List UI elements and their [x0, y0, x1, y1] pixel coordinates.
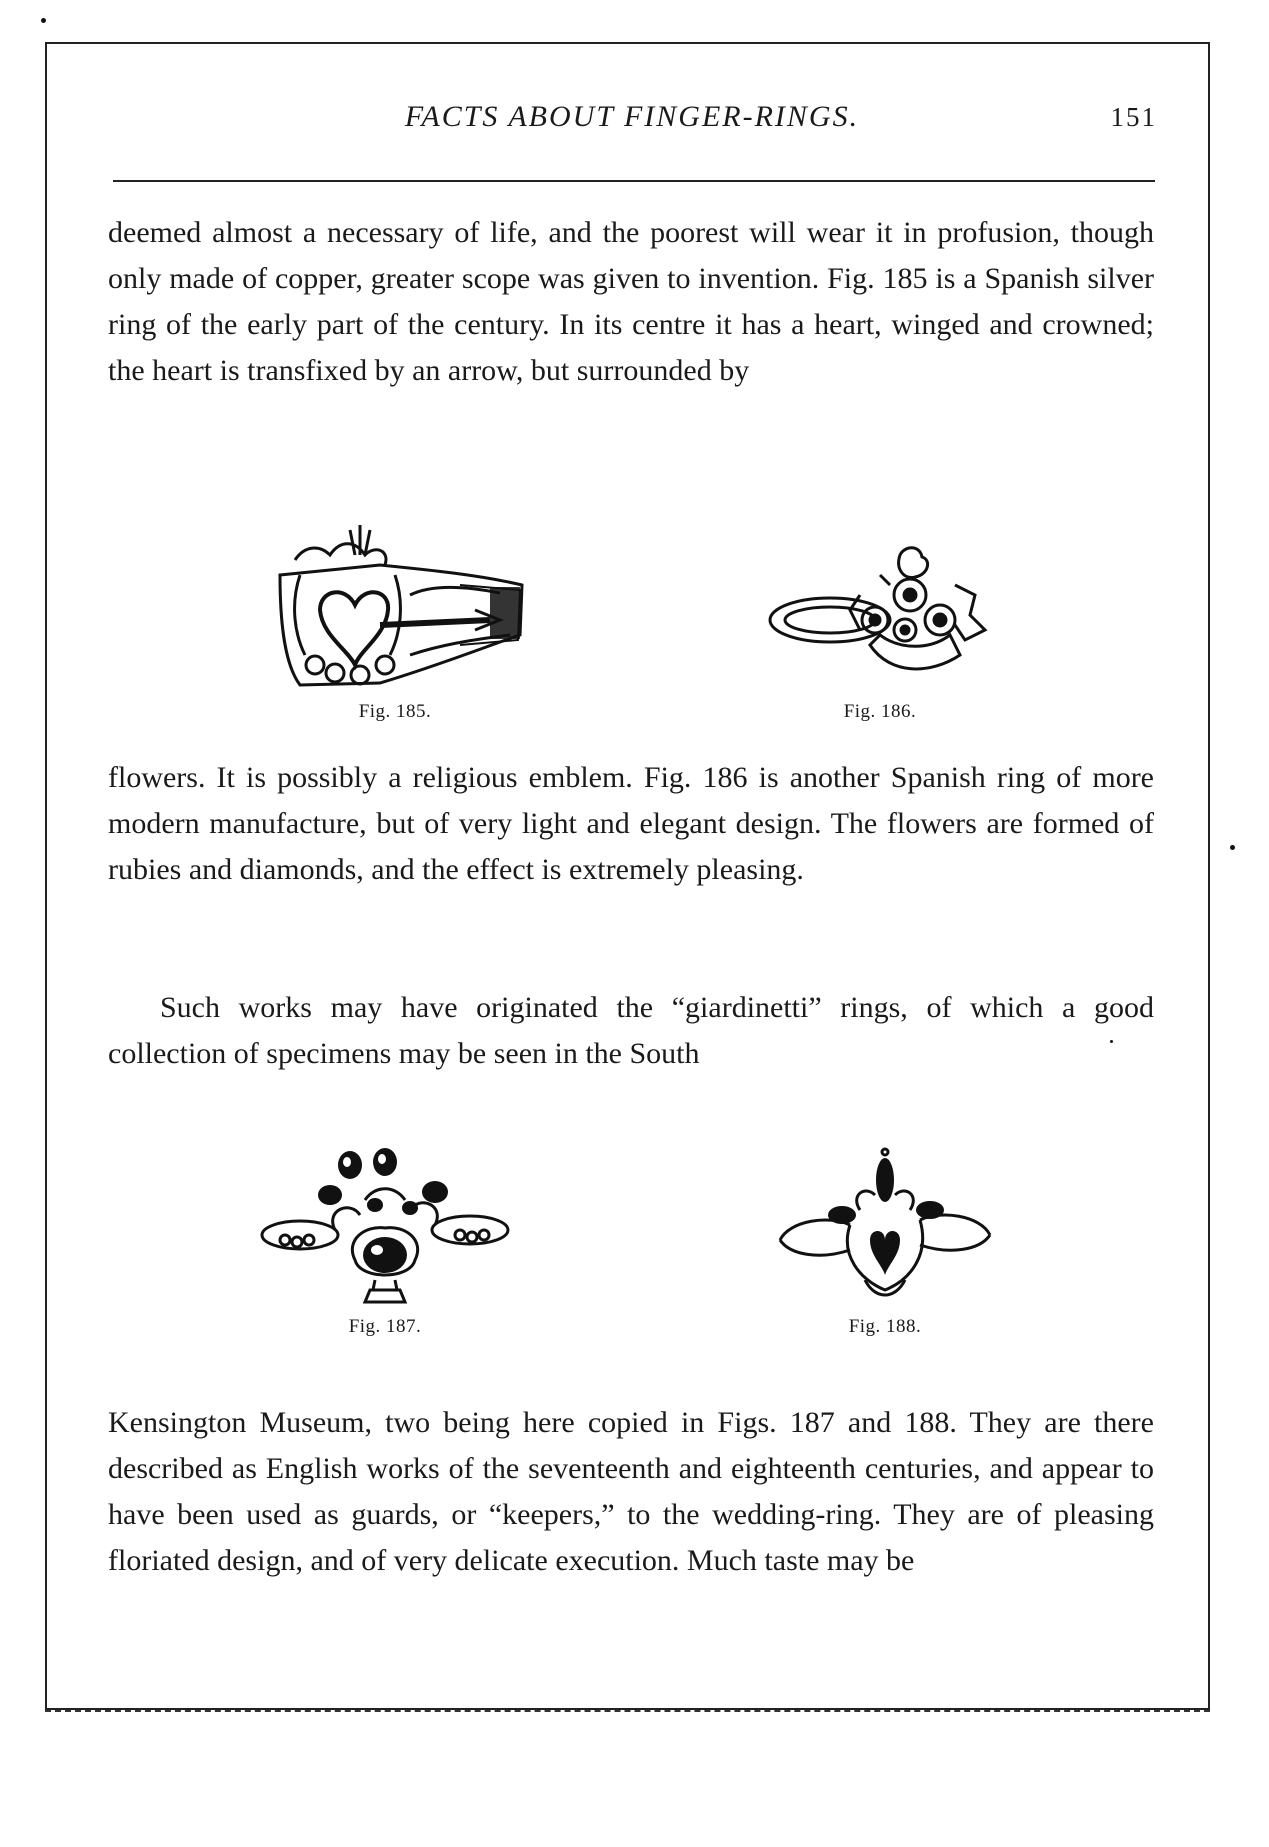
page-number: 151 — [1110, 102, 1157, 132]
ring-185-illustration — [260, 515, 530, 695]
figure-caption: Fig. 186. — [843, 701, 917, 722]
paragraph-2: flowers. It is possibly a religious emblem. Fig. 186 is another Spanish ring of more modern manufacture, but of very light and elegant design. The flowers are formed of rubies and diamonds, and the effect is extremely pleasing. — [108, 761, 1154, 886]
paragraph-3: Such works may have originated the “giardinetti” rings, of which a good collection of specimens may be seen in the South — [108, 991, 1154, 1070]
figure-188 — [760, 1140, 1010, 1338]
figure-caption: Fig. 188. — [848, 1316, 922, 1337]
figure-caption: Fig. 185. — [358, 701, 432, 722]
header-rule — [113, 180, 1155, 182]
page-frame-bottom-rule — [45, 1710, 1210, 1712]
figure-186 — [750, 535, 1010, 723]
ring-186-illustration — [760, 535, 1000, 695]
paragraph-4: Kensington Museum, two being here copied in Figs. 187 and 188. They are there described as English works of the seventeenth and eighteenth centuries, and appear to have been used as guards, or “keepers,” to the wedding-ring. They are of pleasing floriated design, and of very delicate execution. Much taste may be — [108, 1406, 1154, 1577]
ring-187-illustration — [255, 1140, 515, 1310]
figure-185 — [250, 515, 540, 723]
page-header — [107, 100, 1157, 140]
ring-188-illustration — [770, 1140, 1000, 1310]
ink-dot — [41, 18, 46, 23]
running-title: FACTS ABOUT FINGER-RINGS. — [404, 100, 860, 133]
figure-187 — [245, 1140, 525, 1338]
figure-caption: Fig. 187. — [348, 1316, 422, 1337]
paragraph-1: deemed almost a necessary of life, and the poorest will wear it in profusion, though only made of copper, greater scope was given to invention. Fig. 185 is a Spanish silver ring of the early part of the century. In its centre it has a heart, winged and crowned; the heart is transfixed by an arrow, but surrounded by — [108, 216, 1154, 387]
ink-dot — [1230, 845, 1235, 850]
